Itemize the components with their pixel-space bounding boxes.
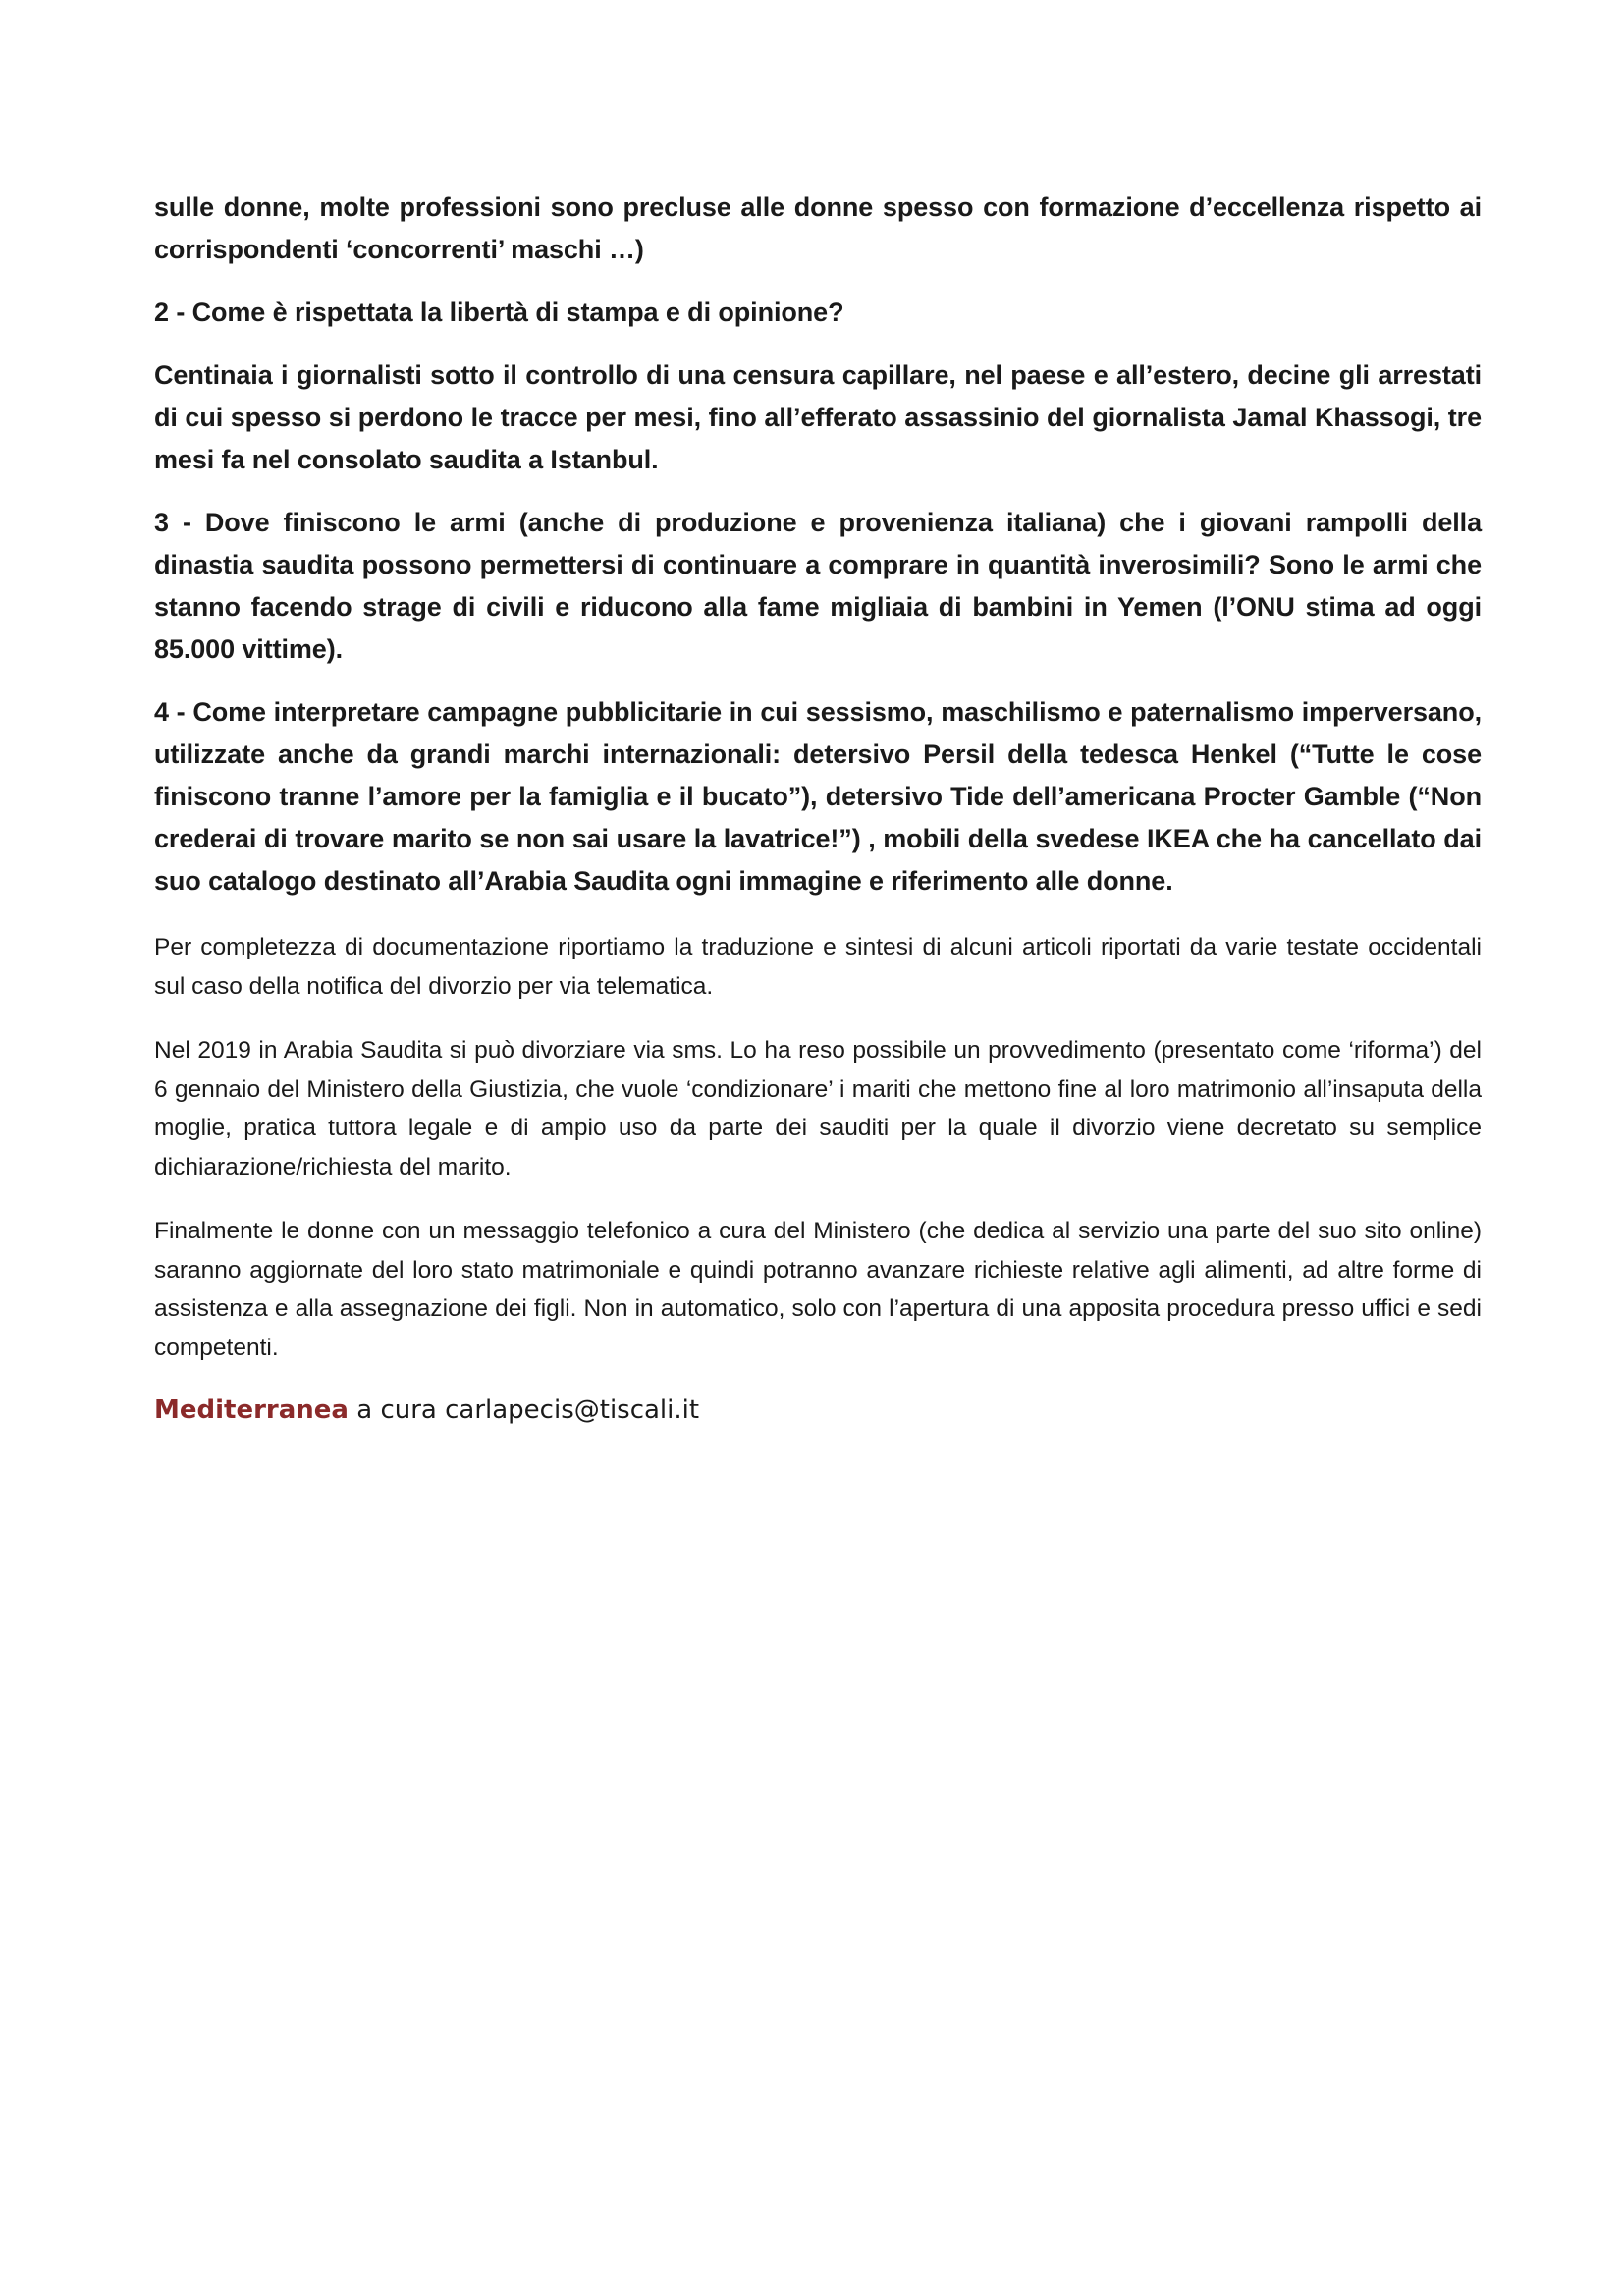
ministry-notice-paragraph: Finalmente le donne con un messaggio telefonico a cura del Ministero (che dedica al servizio una parte del suo sito online) saranno aggiornate del loro stato matrimoniale e quindi potranno avanzare richieste relative agli alimenti, ad altre forme di assistenza e alla assegnazione dei figli. Non in automatico, solo con l’apertura di una apposita procedura presso uffici e sedi competenti.: [154, 1218, 1482, 1361]
signature-brand: Mediterranea: [154, 1395, 349, 1425]
question-4-paragraph: 4 - Come interpretare campagne pubblicitarie in cui sessismo, maschilismo e paternalismo imperversano, utilizzate anche da grandi marchi internazionali: detersivo Persil della tedesca Henkel (“Tutte le cose finiscono tranne l’amore per la famiglia e il bucato”), detersivo Tide dell’americana Procter Gamble (“Non crederai di trovare marito se non sai usare la lavatrice!”) , mobili della svedese IKEA che ha cancellato dai suo catalogo destinato all’Arabia Saudita ogni immagine e riferimento alle donne.: [154, 697, 1482, 896]
paragraph-intro-continuation: sulle donne, molte professioni sono precluse alle donne spesso con formazione d’eccellenza rispetto ai corrispondenti ‘concorrenti’ maschi …): [154, 192, 1482, 264]
signature-line: [154, 1391, 1482, 1430]
signature-contact: a cura carlapecis@tiscali.it: [348, 1395, 700, 1425]
documentation-paragraph: Per completezza di documentazione riportiamo la traduzione e sintesi di alcuni articoli riportati da varie testate occidentali sul caso della notifica del divorzio per via telematica.: [154, 934, 1482, 1000]
divorce-sms-paragraph: Nel 2019 in Arabia Saudita si può divorziare via sms. Lo ha reso possibile un provvedimento (presentato come ‘riforma’) del 6 gennaio del Ministero della Giustizia, che vuole ‘condizionare’ i mariti che mettono fine al loro matrimonio all’insaputa della moglie, pratica tuttora legale e di ampio uso da parte dei sauditi per la quale il divorzio viene decretato su semplice dichiarazione/richiesta del marito.: [154, 1037, 1482, 1180]
question-3-paragraph: 3 - Dove finiscono le armi (anche di produzione e provenienza italiana) che i giovani rampolli della dinastia saudita possono permettersi di continuare a comprare in quantità inverosimili? Sono le armi che stanno facendo strage di civili e riducono alla fame migliaia di bambini in Yemen (l’ONU stima ad oggi 85.000 vittime).: [154, 508, 1482, 664]
document-page: [154, 187, 1482, 1430]
answer-2-paragraph: Centinaia i giornalisti sotto il controllo di una censura capillare, nel paese e all’estero, decine gli arrestati di cui spesso si perdono le tracce per mesi, fino all’efferato assassinio del giornalista Jamal Khassogi, tre mesi fa nel consolato saudita a Istanbul.: [154, 360, 1482, 474]
question-2-heading: 2 - Come è rispettata la libertà di stampa e di opinione?: [154, 298, 844, 327]
